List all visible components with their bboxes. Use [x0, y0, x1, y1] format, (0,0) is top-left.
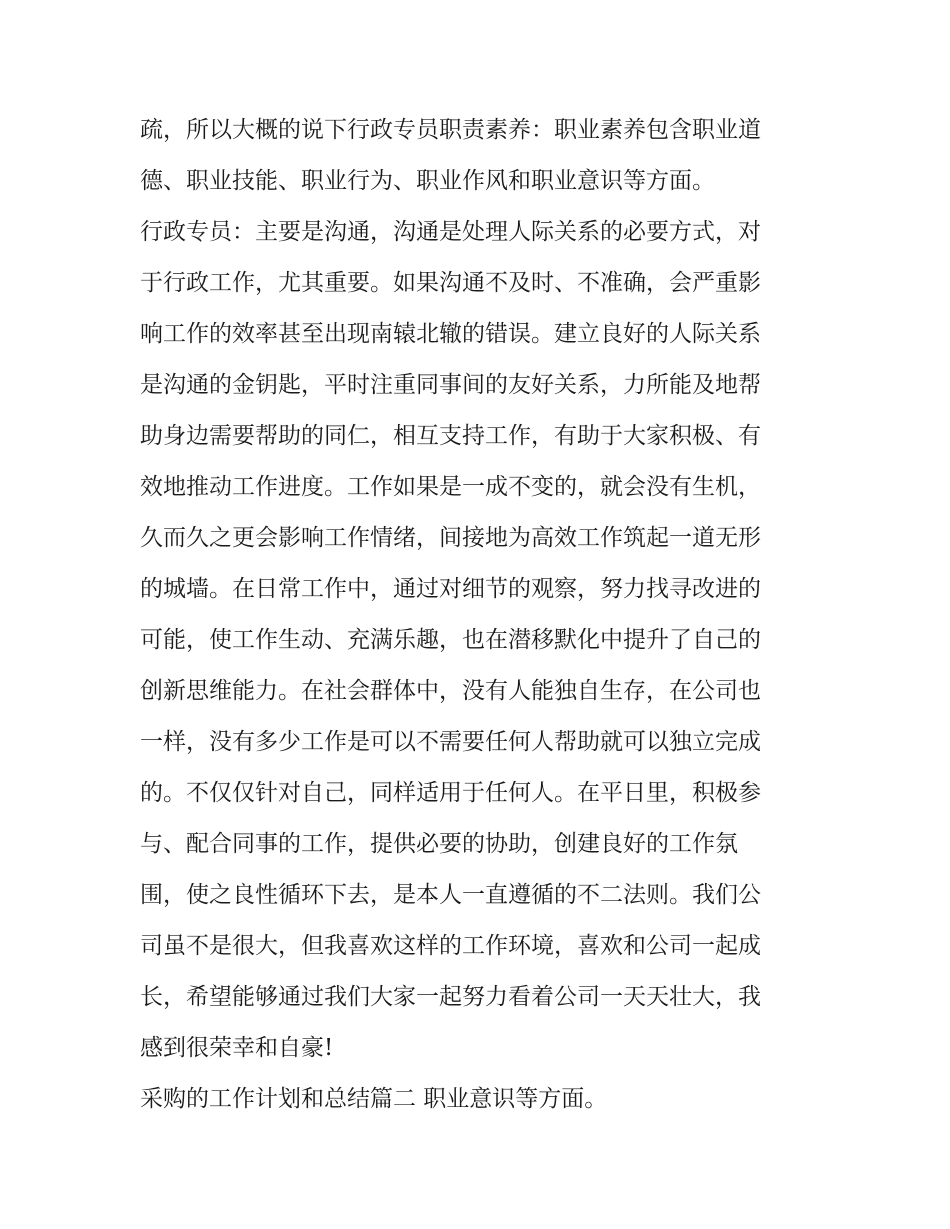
document-body — [140, 105, 820, 1125]
text-line: 助身边需要帮助的同仁，相互支持工作，有助于大家积极、有 — [140, 423, 761, 449]
text-line: 行政专员：主要是沟通，沟通是处理人际关系的必要方式，对 — [140, 219, 761, 245]
text-line: 感到很荣幸和自豪! — [140, 1035, 334, 1061]
text-line: 效地推动工作进度。工作如果是一成不变的，就会没有生机， — [140, 474, 761, 500]
text-line: 可能，使工作生动、充满乐趣，也在潜移默化中提升了自己的 — [140, 627, 761, 653]
text-line: 创新思维能力。在社会群体中，没有人能独自生存，在公司也 — [140, 678, 761, 704]
text-line: 与、配合同事的工作，提供必要的协助，创建良好的工作氛 — [140, 831, 738, 857]
text-line: 疏，所以大概的说下行政专员职责素养：职业素养包含职业道 — [140, 117, 761, 143]
text-line: 是沟通的金钥匙，平时注重同事间的友好关系，力所能及地帮 — [140, 372, 761, 398]
text-line: 久而久之更会影响工作情绪，间接地为高效工作筑起一道无形 — [140, 525, 761, 551]
text-line: 响工作的效率甚至出现南辕北辙的错误。建立良好的人际关系 — [140, 321, 761, 347]
text-line: 长，希望能够通过我们大家一起努力看着公司一天天壮大，我 — [140, 984, 761, 1010]
text-line: 一样，没有多少工作是可以不需要任何人帮助就可以独立完成 — [140, 729, 761, 755]
text-line: 于行政工作，尤其重要。如果沟通不及时、不准确，会严重影 — [140, 270, 761, 296]
text-line: 的城墙。在日常工作中，通过对细节的观察，努力找寻改进的 — [140, 576, 761, 602]
text-line: 围，使之良性循环下去，是本人一直遵循的不二法则。我们公 — [140, 882, 761, 908]
text-line: 德、职业技能、职业行为、职业作风和职业意识等方面。 — [140, 168, 715, 194]
text-line: 司虽不是很大，但我喜欢这样的工作环境，喜欢和公司一起成 — [140, 933, 761, 959]
text-line: 采购的工作计划和总结篇二 职业意识等方面。 — [140, 1086, 608, 1112]
text-line: 的。不仅仅针对自己，同样适用于任何人。在平日里，积极参 — [140, 780, 761, 806]
